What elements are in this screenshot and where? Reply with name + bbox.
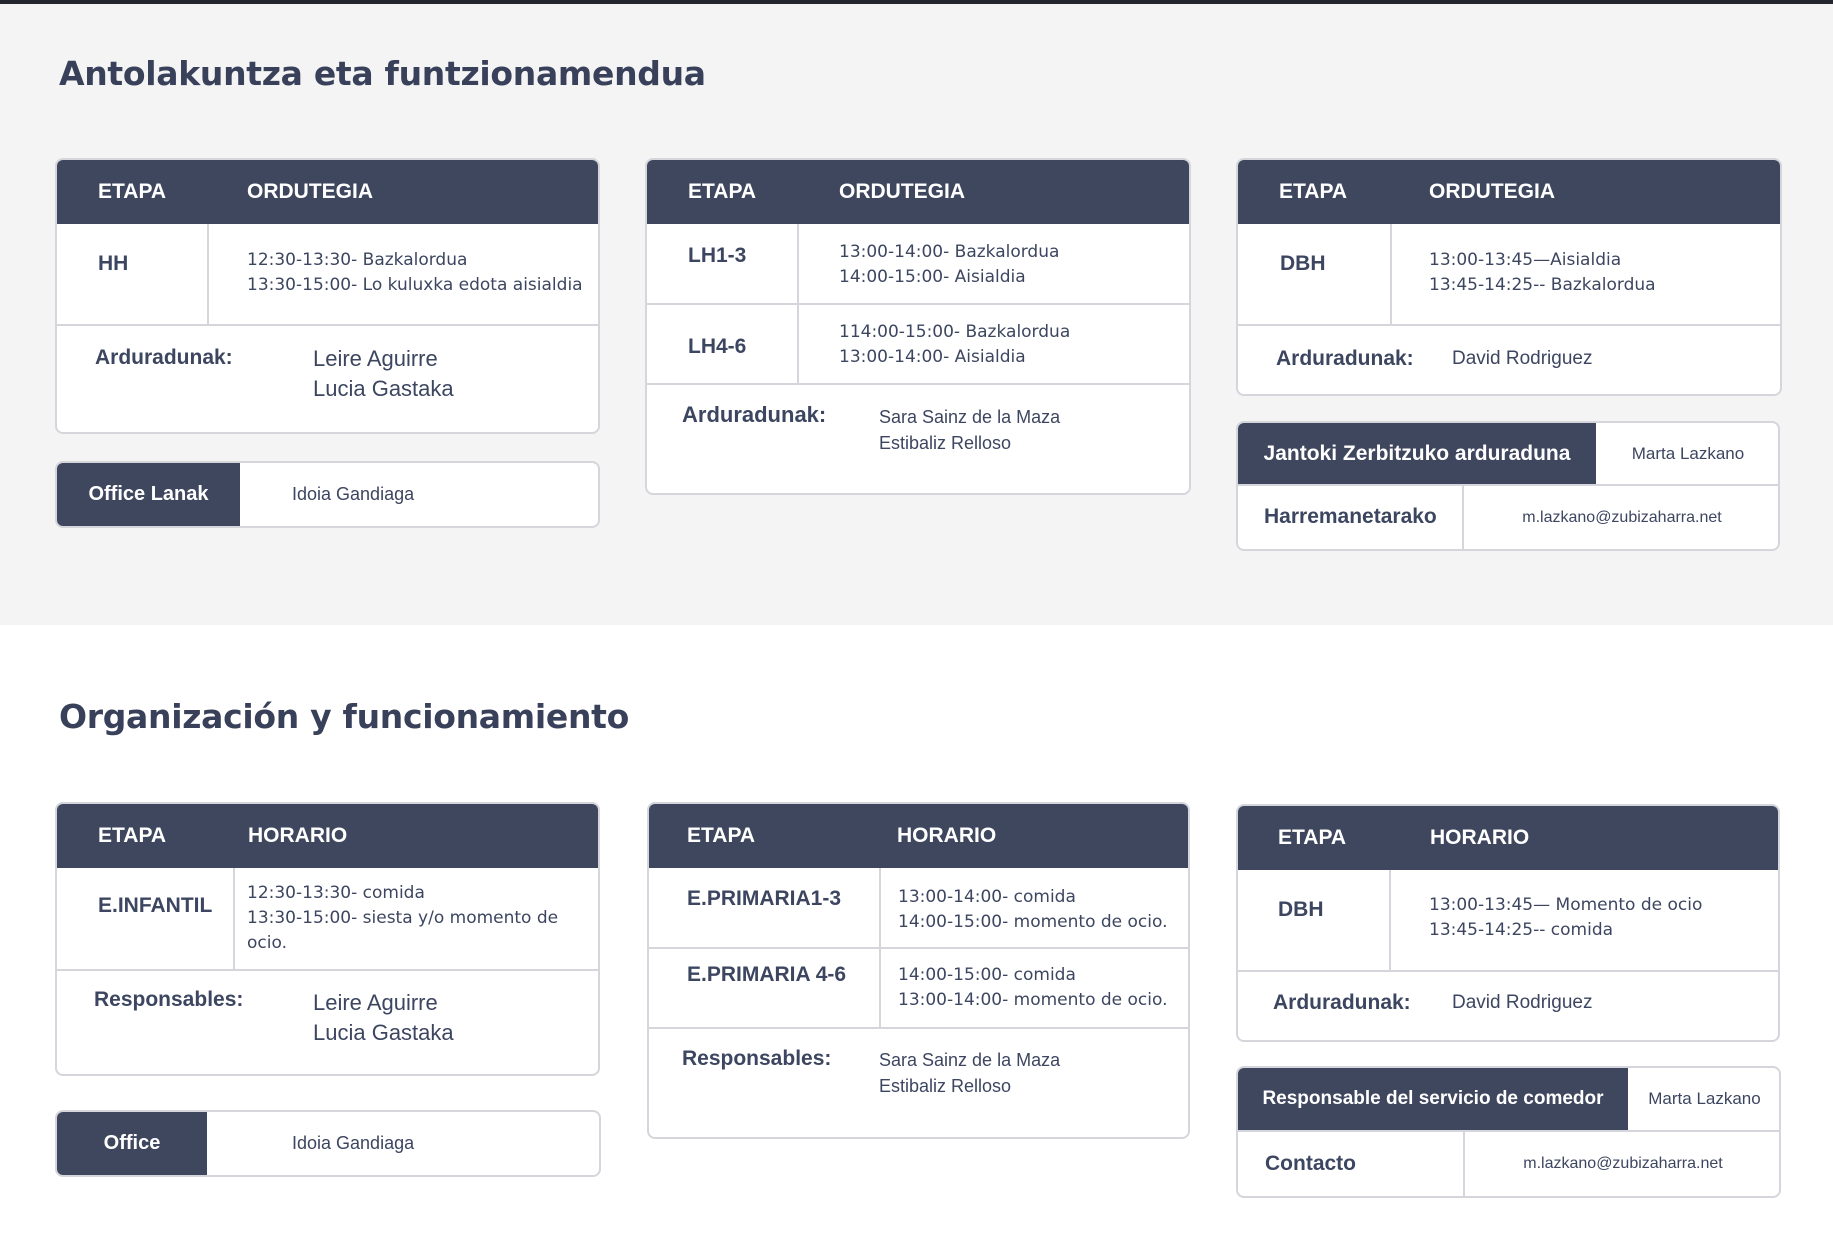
schedule-text: 13:00-14:00- Bazkalordua 14:00-15:00- Aisialdia: [839, 242, 1060, 287]
table-header: [57, 804, 598, 868]
dining-label: Responsable del servicio de comedor: [1238, 1068, 1628, 1130]
schedule-card-lh: [645, 158, 1191, 495]
responsible-names: Leire Aguirre Lucia Gastaka: [313, 990, 454, 1045]
table-header: [647, 160, 1189, 224]
header-schedule: HORARIO: [897, 824, 997, 847]
dining-card: [1236, 421, 1780, 551]
stage-label: HH: [98, 252, 129, 275]
header-schedule: ORDUTEGIA: [839, 180, 965, 203]
stage-label: LH1-3: [688, 244, 747, 267]
dining-label: Jantoki Zerbitzuko arduraduna: [1238, 423, 1596, 484]
responsible-label: Responsables:: [682, 1047, 832, 1070]
schedule-card-hh: [55, 158, 600, 434]
header-stage: ETAPA: [687, 824, 756, 847]
responsible-names: Leire Aguirre Lucia Gastaka: [313, 346, 454, 401]
table-header: [1238, 806, 1778, 870]
responsible-label: Arduradunak:: [1273, 991, 1411, 1014]
header-stage: ETAPA: [688, 180, 757, 203]
responsible-name: David Rodriguez: [1452, 348, 1593, 369]
schedule-text: 14:00-15:00- comida 13:00-14:00- momento de ocio.: [898, 965, 1168, 1010]
responsible-name: David Rodriguez: [1452, 992, 1593, 1013]
stage-label: E.INFANTIL: [98, 894, 213, 917]
responsible-names: Sara Sainz de la Maza Estibaliz Relloso: [879, 407, 1061, 453]
contact-email[interactable]: m.lazkano@zubizaharra.net: [1523, 1155, 1723, 1172]
office-card: [55, 461, 600, 528]
responsible-label: Responsables:: [94, 988, 244, 1011]
responsible-label: Arduradunak:: [95, 346, 233, 369]
office-label: Office: [57, 1112, 207, 1175]
stage-label: LH4-6: [688, 335, 747, 358]
header-stage: ETAPA: [98, 824, 167, 847]
responsible-label: Arduradunak:: [682, 402, 827, 427]
responsible-names: Sara Sainz de la Maza Estibaliz Relloso: [879, 1050, 1061, 1096]
table-header: [1238, 160, 1780, 224]
stage-label: DBH: [1280, 252, 1326, 275]
schedule-card-dbh: [1236, 158, 1782, 396]
header-stage: ETAPA: [1278, 826, 1347, 849]
dining-card: [1236, 1066, 1781, 1198]
section-es: [0, 625, 1833, 1242]
schedule-text: 13:00-13:45— Momento de ocio 13:45-14:25-- comida: [1429, 895, 1703, 940]
office-label: Office Lanak: [57, 463, 240, 526]
dining-name: Marta Lazkano: [1648, 1089, 1761, 1108]
schedule-card-dbh: [1236, 804, 1780, 1042]
table-header: [57, 160, 598, 224]
contact-email[interactable]: m.lazkano@zubizaharra.net: [1522, 508, 1722, 526]
section-title: Antolakuntza eta funtzionamendua: [59, 54, 706, 93]
schedule-card-infantil: [55, 802, 600, 1076]
header-stage: ETAPA: [1279, 180, 1348, 203]
office-name: Idoia Gandiaga: [292, 484, 415, 504]
stage-label: E.PRIMARIA1-3: [687, 887, 842, 910]
contact-label: Contacto: [1265, 1152, 1356, 1175]
schedule-text: 13:00-14:00- comida 14:00-15:00- momento de ocio.: [898, 887, 1168, 932]
schedule-text: 114:00-15:00- Bazkalordua 13:00-14:00- Aisialdia: [839, 322, 1071, 367]
schedule-text: 12:30-13:30- Bazkalordua 13:30-15:00- Lo kuluxka edota aisialdia: [247, 250, 583, 295]
stage-label: DBH: [1278, 898, 1324, 921]
header-schedule: ORDUTEGIA: [247, 180, 373, 203]
table-header: [649, 804, 1188, 868]
schedule-text: 13:00-13:45—Aisialdia 13:45-14:25-- Bazkalordua: [1429, 250, 1656, 295]
stage-label: E.PRIMARIA 4-6: [687, 963, 847, 986]
header-schedule: HORARIO: [1430, 826, 1530, 849]
schedule-card-primaria: [647, 802, 1190, 1139]
section-title: Organización y funcionamiento: [59, 697, 629, 736]
contact-label: Harremanetarako: [1264, 505, 1437, 528]
header-schedule: HORARIO: [248, 824, 348, 847]
header-schedule: ORDUTEGIA: [1429, 180, 1555, 203]
schedule-text: 12:30-13:30- comida 13:30-15:00- siesta y/o momento de ocio.: [247, 883, 559, 953]
responsible-label: Arduradunak:: [1276, 347, 1414, 370]
dining-name: Marta Lazkano: [1631, 443, 1745, 463]
office-name: Idoia Gandiaga: [292, 1133, 415, 1153]
section-eu: [0, 4, 1833, 625]
office-card: [55, 1110, 601, 1177]
header-stage: ETAPA: [98, 180, 167, 203]
